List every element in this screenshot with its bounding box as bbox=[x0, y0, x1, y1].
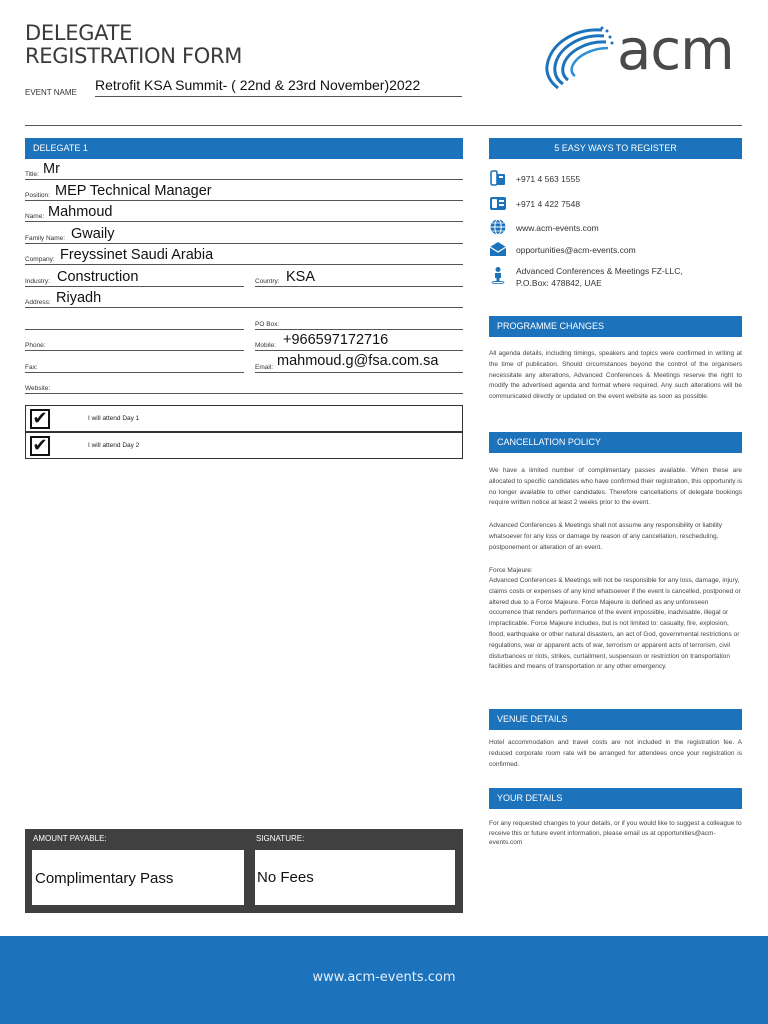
email-value: mahmoud.g@fsa.com.sa bbox=[277, 353, 439, 369]
fax-field[interactable] bbox=[25, 353, 244, 373]
website-field[interactable] bbox=[25, 374, 463, 394]
mobile-value: +966597172716 bbox=[283, 332, 389, 348]
position-field[interactable] bbox=[25, 181, 463, 201]
form-title-line1: DELEGATE bbox=[25, 21, 133, 45]
register-phone-text: +971 4 422 7548 bbox=[516, 199, 581, 209]
event-name-field[interactable]: Retrofit KSA Summit- ( 22nd & 23rd November)2022 bbox=[95, 77, 462, 97]
mobile-label: Mobile: bbox=[255, 342, 276, 349]
fax-label: Fax: bbox=[25, 364, 38, 371]
your-details-heading: YOUR DETAILS bbox=[489, 788, 742, 809]
po-box-field[interactable] bbox=[255, 310, 463, 330]
fax-icon bbox=[489, 169, 507, 187]
cancellation-heading: CANCELLATION POLICY bbox=[489, 432, 742, 453]
email-field[interactable] bbox=[255, 353, 463, 373]
phone-label: Phone: bbox=[25, 342, 46, 349]
amount-payable-box[interactable] bbox=[32, 850, 244, 905]
acm-swoosh-icon bbox=[544, 22, 619, 94]
email-icon bbox=[489, 240, 507, 258]
venue-heading: VENUE DETAILS bbox=[489, 709, 742, 730]
register-address-line1: Advanced Conferences & Meetings FZ-LLC, bbox=[516, 266, 683, 276]
footer-url[interactable]: www.acm-events.com bbox=[312, 970, 456, 985]
header-divider bbox=[25, 125, 742, 126]
register-item-fax bbox=[489, 169, 742, 189]
attend-day1-checkbox[interactable]: ✔ bbox=[30, 409, 50, 429]
register-item-address bbox=[489, 262, 742, 292]
register-address-line2: P.O.Box: 478842, UAE bbox=[516, 278, 602, 288]
attend-day1-label: I will attend Day 1 bbox=[88, 415, 140, 422]
force-majeure-text: Advanced Conferences & Meetings will not be responsible for any loss, damage, injury, claims costs or expenses of any kind whatsoever if the event is cancelled, postponed or altered due to a Force Majeure. Force Majeure is defined as any unforeseen occurrence that renders performance of the event impossible, inadvisable, illegal or impracticable. Force Majeure includes, but is not limited to: casualty, fire, explosion, flood, earthquake or other natural disasters, an act of God, governmental restrictions or regulations, war or apparent acts of war, terrorism or apparent acts of terrorism, civil disturbances or riots, strikes, curtailment, suspension or restriction on transportation facilities and means of transportation or any other emergency. bbox=[489, 577, 741, 671]
title-value: Mr bbox=[43, 161, 60, 177]
your-details-text: For any requested changes to your details, or if you would like to suggest a colleague to receive this or future event information, please email us at opportunities@acm-events.com bbox=[489, 820, 742, 846]
register-item-phone bbox=[489, 194, 742, 214]
person-icon bbox=[489, 266, 507, 284]
industry-value: Construction bbox=[57, 269, 139, 285]
attend-day2-label: I will attend Day 2 bbox=[88, 442, 140, 449]
amount-payable-label: AMOUNT PAYABLE: bbox=[33, 834, 107, 843]
family-name-label: Family Name: bbox=[25, 235, 66, 242]
address-line2-field[interactable] bbox=[25, 310, 244, 330]
attend-day2-row bbox=[25, 432, 463, 459]
attend-day2-checkbox[interactable]: ✔ bbox=[30, 436, 50, 456]
company-field[interactable] bbox=[25, 245, 463, 265]
signature-value: No Fees bbox=[257, 869, 314, 886]
form-title bbox=[25, 22, 242, 68]
phone-icon bbox=[489, 194, 507, 212]
company-label: Company: bbox=[25, 256, 55, 263]
cancellation-p2: Advanced Conferences & Meetings shall not assume any responsibility or liability whatsoever for any loss or damage by reason of any cancellation, rescheduling, postponement or alteration of an event. bbox=[489, 522, 723, 551]
register-email-text: opportunities@acm-events.com bbox=[516, 245, 636, 255]
name-field[interactable] bbox=[25, 202, 463, 222]
company-value: Freyssinet Saudi Arabia bbox=[60, 247, 214, 263]
force-majeure-title: Force Majeure: bbox=[489, 567, 533, 574]
address-field[interactable] bbox=[25, 288, 463, 308]
programme-heading: PROGRAMME CHANGES bbox=[489, 316, 742, 337]
name-label: Name: bbox=[25, 213, 45, 220]
venue-text: Hotel accommodation and travel costs are not included in the registration fee. A reduced corporate room rate will be arranged for attendees once your registration is confirmed. bbox=[489, 739, 742, 768]
address-label: Address: bbox=[25, 299, 51, 306]
country-value: KSA bbox=[286, 269, 316, 285]
attend-day1-row bbox=[25, 405, 463, 432]
country-label: Country: bbox=[255, 278, 280, 285]
phone-field[interactable] bbox=[25, 331, 244, 351]
signature-box[interactable] bbox=[255, 850, 455, 905]
delegate-heading: DELEGATE 1 bbox=[25, 138, 463, 159]
amount-payable-value: Complimentary Pass bbox=[35, 870, 174, 887]
event-name-label: EVENT NAME bbox=[25, 88, 77, 97]
acm-logo-text: acm bbox=[617, 18, 734, 83]
footer bbox=[0, 936, 768, 1024]
position-label: Position: bbox=[25, 192, 50, 199]
address-value: Riyadh bbox=[56, 290, 102, 306]
cancellation-p1: We have a limited number of complimentary passes available. When these are allocated to specific candidates who have confirmed their registration, this opportunity is no longer available to other candidates. Therefore cancellations of delegate bookings require written notice at least 2 weeks prior to the event. bbox=[489, 467, 742, 507]
register-heading: 5 EASY WAYS TO REGISTER bbox=[489, 138, 742, 159]
family-name-value: Gwaily bbox=[71, 226, 115, 242]
globe-icon bbox=[489, 218, 507, 236]
email-label: Email: bbox=[255, 364, 274, 371]
title-field[interactable] bbox=[25, 160, 463, 180]
register-web-text: www.acm-events.com bbox=[516, 223, 599, 233]
website-label: Website: bbox=[25, 385, 51, 392]
name-value: Mahmoud bbox=[48, 204, 113, 220]
register-item-web[interactable] bbox=[489, 218, 742, 238]
country-field[interactable] bbox=[255, 267, 463, 287]
industry-field[interactable] bbox=[25, 267, 244, 287]
position-value: MEP Technical Manager bbox=[55, 183, 212, 199]
title-label: Title: bbox=[25, 171, 39, 178]
form-title-line2: REGISTRATION FORM bbox=[25, 44, 243, 68]
register-item-email[interactable] bbox=[489, 240, 742, 260]
acm-logo bbox=[544, 18, 744, 94]
programme-text: All agenda details, including timings, speakers and topics were confirmed in writing at the time of publication. Should circumstances beyond the control of the organisers necessitate any alterations, Advanced Conferences & Meetings reserve the right to modify the advertised agenda and format where required. Any such alterations will be communicated directly or updated on the event website as soon as possible. bbox=[489, 350, 742, 401]
register-address-text bbox=[516, 265, 683, 289]
mobile-field[interactable] bbox=[255, 331, 463, 351]
family-name-field[interactable] bbox=[25, 224, 463, 244]
signature-label: SIGNATURE: bbox=[256, 834, 305, 843]
payment-panel bbox=[25, 829, 463, 913]
register-fax-text: +971 4 563 1555 bbox=[516, 174, 581, 184]
industry-label: Industry: bbox=[25, 278, 50, 285]
po-box-label: PO Box: bbox=[255, 321, 280, 328]
